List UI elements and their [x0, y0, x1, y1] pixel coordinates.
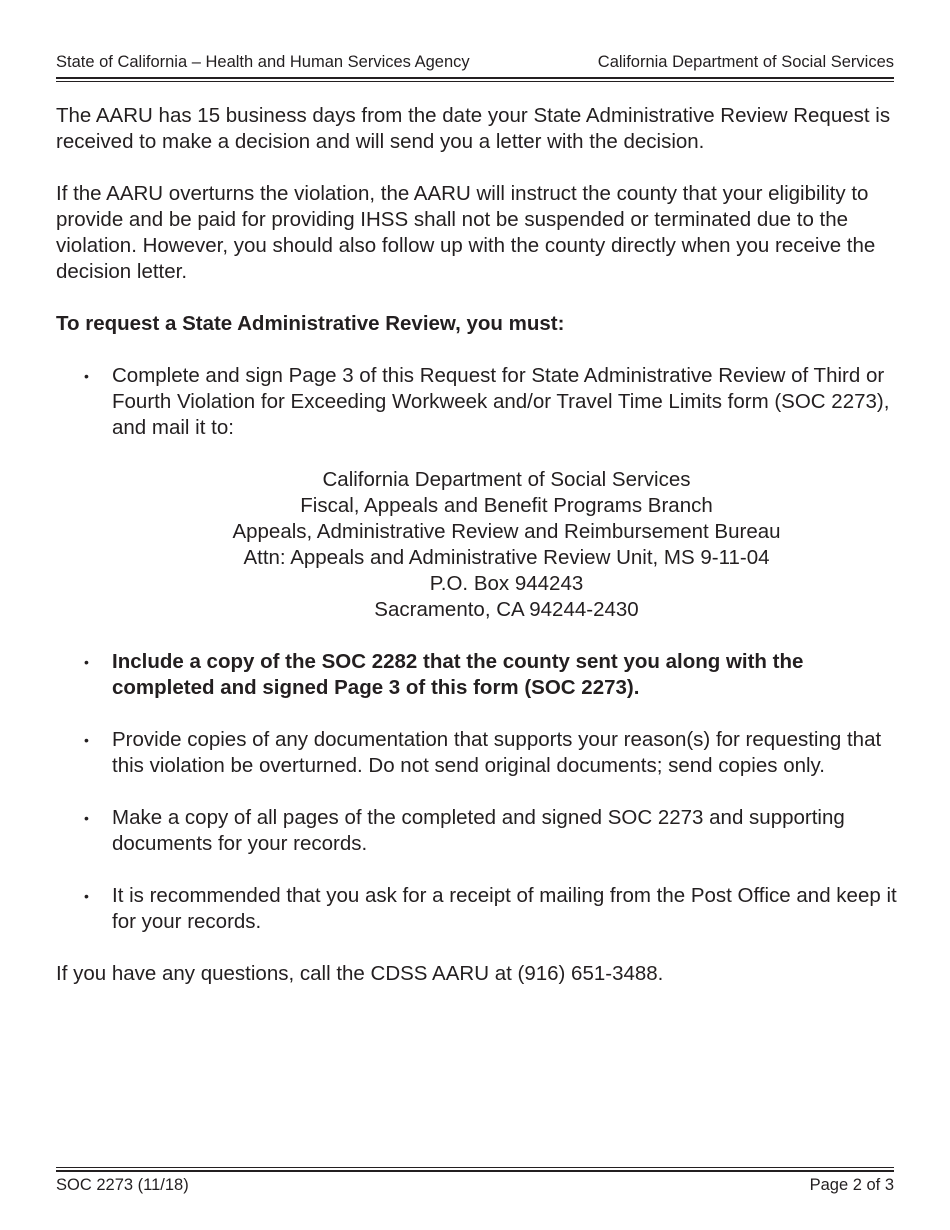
page-header	[56, 52, 894, 72]
header-rule-thin	[56, 81, 894, 82]
address-line: Fiscal, Appeals and Benefit Programs Branch	[300, 494, 713, 517]
header-rule	[56, 77, 894, 79]
address-line: Attn: Appeals and Administrative Review Unit, MS 9-11-04	[243, 546, 770, 569]
overturn-paragraph: If the AARU overturns the violation, the AARU will instruct the county that your eligibility to provide and be paid for providing IHSS shall not be suspended or terminated due to the violation. However, you should also follow up with the county directly when you receive the decision letter.	[56, 182, 876, 283]
list-item	[56, 649, 901, 701]
address-line: Sacramento, CA 94244-2430	[374, 598, 639, 621]
bullet-icon: •	[84, 368, 89, 384]
list-item-text: Complete and sign Page 3 of this Request for State Administrative Review of Third or Fourth Violation for Exceeding Workweek and/or Travel Time Limits form (SOC 2273), and mail it to:	[112, 364, 890, 439]
bullet-icon: •	[84, 810, 89, 826]
bullet-icon: •	[84, 732, 89, 748]
header-department: California Department of Social Services	[597, 53, 894, 71]
page-footer	[56, 1175, 894, 1195]
footer-rule-thin	[56, 1167, 894, 1168]
instructions-list	[56, 363, 901, 935]
page-number: Page 2 of 3	[809, 1176, 894, 1194]
list-item-text: Provide copies of any documentation that supports your reason(s) for requesting that this violation be overturned. Do not send original documents; send copies only.	[112, 728, 882, 777]
form-number: SOC 2273 (11/18)	[56, 1176, 189, 1194]
decision-timeline-paragraph: The AARU has 15 business days from the date your State Administrative Review Request is received to make a decision and will send you a letter with the decision.	[56, 104, 891, 153]
list-item-text: Make a copy of all pages of the completed and signed SOC 2273 and supporting documents for your records.	[112, 806, 845, 855]
address-line: California Department of Social Services	[322, 468, 691, 491]
address-line: P.O. Box 944243	[429, 572, 584, 595]
list-item-text: Include a copy of the SOC 2282 that the county sent you along with the completed and signed Page 3 of this form (SOC 2273).	[112, 650, 804, 699]
list-item	[56, 805, 901, 857]
instructions-heading: To request a State Administrative Review, you must:	[56, 312, 565, 335]
bullet-icon: •	[84, 888, 89, 904]
list-item	[56, 883, 901, 935]
address-line: Appeals, Administrative Review and Reimbursement Bureau	[232, 520, 781, 543]
contact-paragraph: If you have any questions, call the CDSS AARU at (916) 651-3488.	[56, 962, 664, 985]
mailing-address	[112, 467, 901, 623]
list-item-text: It is recommended that you ask for a receipt of mailing from the Post Office and keep it for your records.	[112, 884, 897, 933]
bullet-icon: •	[84, 654, 89, 670]
list-item	[56, 363, 901, 623]
list-item	[56, 727, 901, 779]
footer-rule	[56, 1170, 894, 1172]
page-body	[56, 103, 901, 987]
header-agency: State of California – Health and Human Services Agency	[56, 53, 470, 71]
